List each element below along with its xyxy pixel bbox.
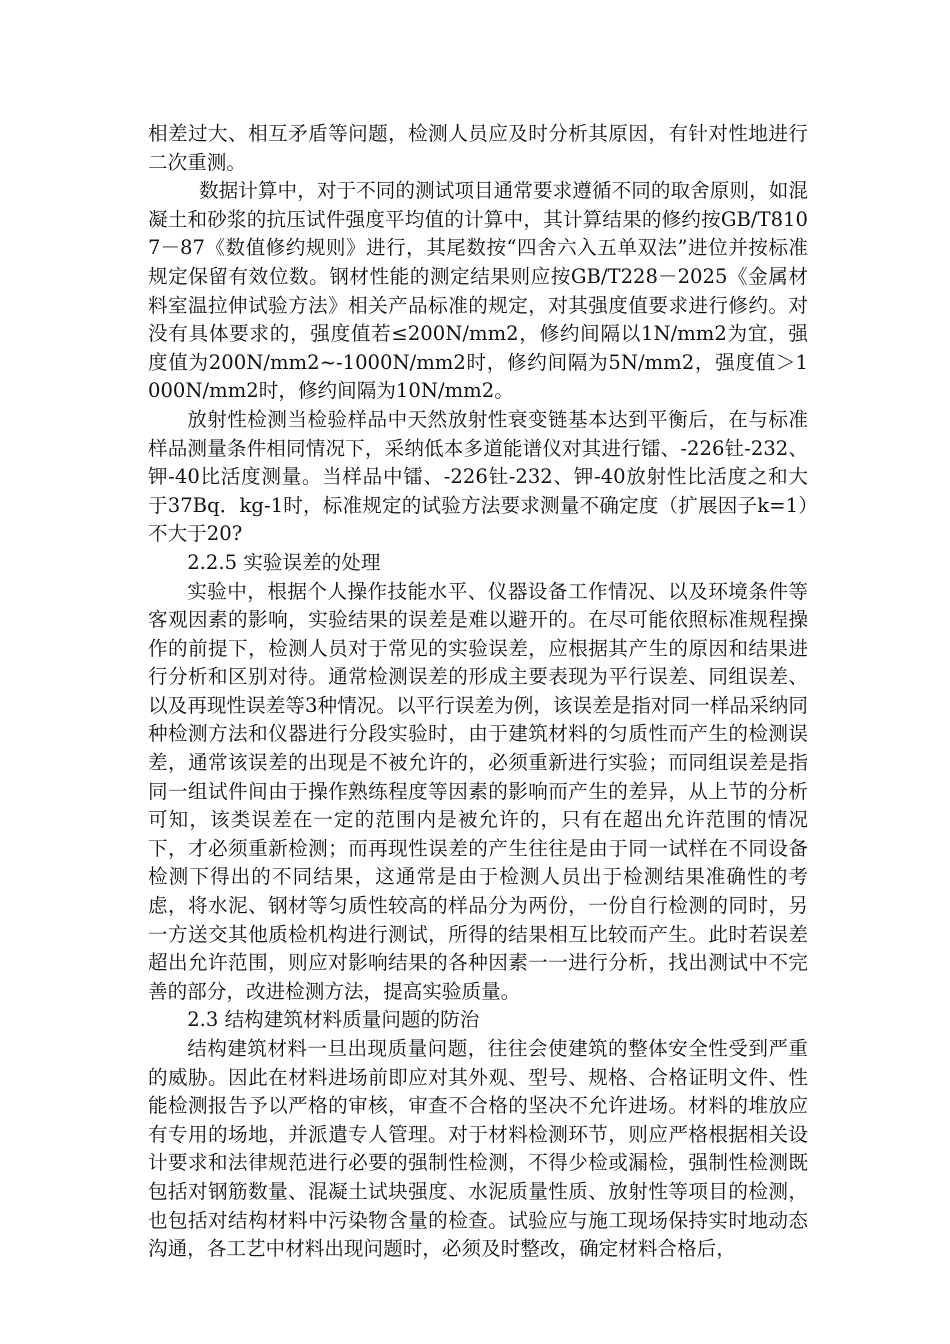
section-heading-2-2-5: 2.2.5 实验误差的处理 — [187, 550, 381, 574]
paragraph-data-calculation: 数据计算中，对于不同的测试项目通常要求遵循不同的取舍原则，如混凝土和砂浆的抗压试件强度平均值的计算中，其计算结果的修约按GB/T8107－87《数值修约规则》进行，其尾数按“四舍六入五单双法”进位并按标准规定保留有效位数。钢材性能的测定结果则应按GB/T228－2025《金属材料室温拉伸试验方法》相关产品标准的规定，对其强度值要求进行修约。对没有具体要求的，强度值若≤200N/mm2，修约间隔以1N/mm2为宜，强度值为200N/mm2~-1000N/mm2时，修约间隔为5N/mm2，强度值＞1000N/mm2时，修约间隔为10N/mm2。 — [148, 179, 808, 403]
paragraph-quality-prevention: 结构建筑材料一旦出现质量问题，往往会使建筑的整体安全性受到严重的威胁。因此在材料进场前即应对其外观、型号、规格、合格证明文件、性能检测报告予以严格的审核，审查不合格的坚决不允许进场。材料的堆放应有专用的场地，并派遣专人管理。对于材料检测环节，则应严格根据相关设计要求和法律规范进行必要的强制性检测，不得少检或漏检，强制性检测既包括对钢筋数量、混凝土试块强度、水泥质量性质、放射性等项目的检测，也包括对结构材料中污染物含量的检查。试验应与施工现场保持实时地动态沟通，各工艺中材料出现问题时，必须及时整改，确定材料合格后， — [148, 1037, 808, 1261]
paragraph-continuation: 相差过大、相互矛盾等问题，检测人员应及时分析其原因，有针对性地进行二次重测。 — [148, 122, 808, 174]
paragraph-radioactivity-testing: 放射性检测当检验样品中天然放射性衰变链基本达到平衡后，在与标准样品测量条件相同情况下，采纳低本多道能谱仪对其进行镭、-226钍-232、钾-40比活度测量。当样品中镭、-226钍-232、钾-40放射性比活度之和大于37Bq．kg-1时，标准规定的试验方法要求测量不确定度（扩展因子k=1）不大于20? — [148, 407, 808, 546]
document-body — [148, 120, 808, 1264]
section-heading-2-3: 2.3 结构建筑材料质量问题的防治 — [187, 1008, 480, 1032]
paragraph-experimental-error: 实验中，根据个人操作技能水平、仪器设备工作情况、以及环境条件等客观因素的影响，实验结果的误差是难以避开的。在尽可能依照标准规程操作的前提下，检测人员对于常见的实验误差，应根据其产生的原因和结果进行分析和区别对待。通常检测误差的形成主要表现为平行误差、同组误差、以及再现性误差等3种情况。以平行误差为例，该误差是指对同一样品采纳同种检测方法和仪器进行分段实验时，由于建筑材料的匀质性而产生的检测误差，通常该误差的出现是不被允许的，必须重新进行实验；而同组误差是指同一组试件间由于操作熟练程度等因素的影响而产生的差异，从上节的分析可知，该类误差在一定的范围内是被允许的，只有在超出允许范围的情况下，才必须重新检测；而再现性误差的产生往往是由于同一试样在不同设备检测下得出的不同结果，这通常是由于检测人员出于检测结果准确性的考虑，将水泥、钢材等匀质性较高的样品分为两份，一份自行检测的同时，另一方送交其他质检机构进行测试，所得的结果相互比较而产生。此时若误差超出允许范围，则应对影响结果的各种因素一一进行分析，找出测试中不完善的部分，改进检测方法，提高实验质量。 — [148, 579, 808, 1003]
